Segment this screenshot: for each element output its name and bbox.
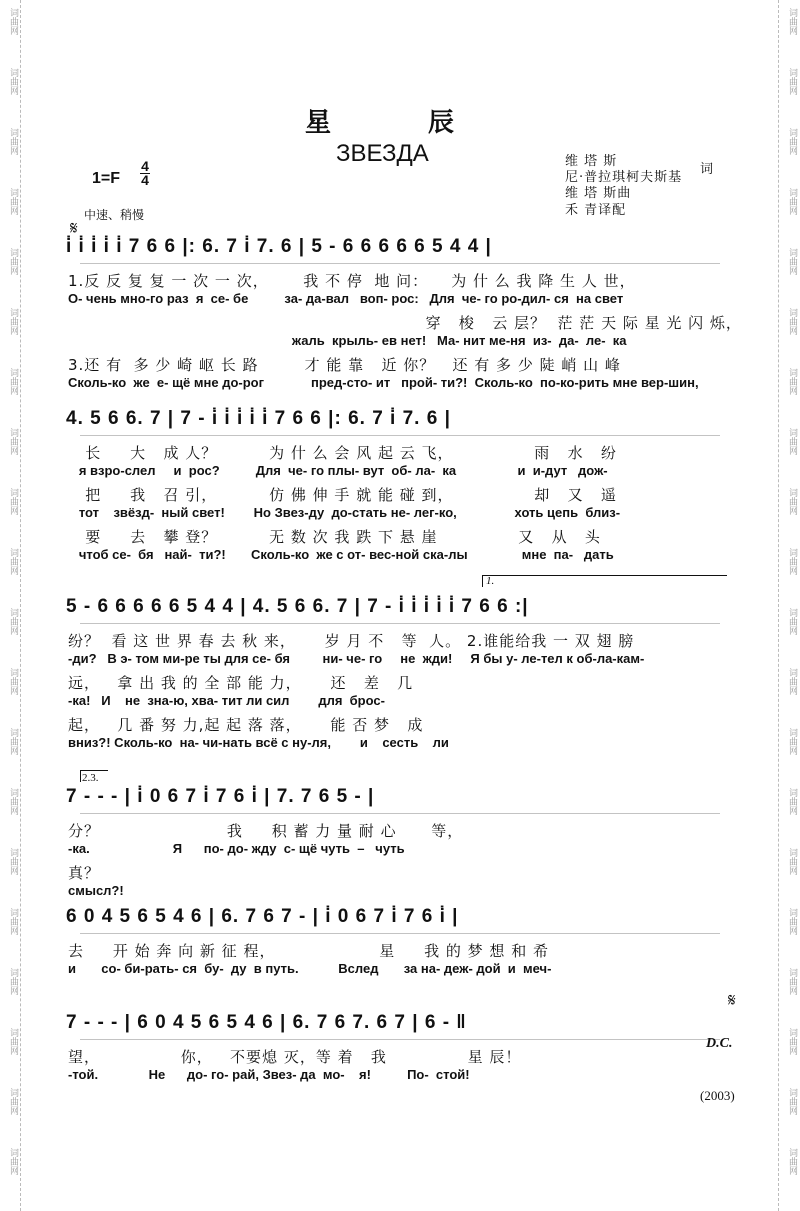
watermark-text: 词曲网	[787, 1088, 797, 1115]
right-watermark-strip	[778, 0, 799, 1211]
watermark-text: 词曲网	[787, 8, 797, 35]
watermark-text: 词曲网	[8, 548, 18, 575]
watermark-text: 词曲网	[8, 1088, 18, 1115]
segno-end: 𝄋	[728, 990, 736, 1011]
beam-line	[80, 623, 720, 624]
lyric-line-russian: Сколь-ко же е- щё мне до-рог пред-сто- ит прой- ти?! Сколь-ко по-ко-рить мне вер-шин,	[68, 375, 699, 390]
watermark-text: 词曲网	[787, 188, 797, 215]
beam-line	[80, 1039, 720, 1040]
volta-23-hook	[80, 770, 81, 782]
credit-translator: 禾 青译配	[565, 203, 627, 218]
lyric-line-chinese: 去 开 始 奔 向 新 征 程， 星 我 的 梦 想 和 希	[68, 942, 549, 960]
lyric-line-chinese: 分？ 我 积 蓄 力 量 耐 心 等，	[68, 822, 464, 840]
watermark-text: 词曲网	[8, 728, 18, 755]
credit-composer: 维 塔 斯曲	[565, 186, 632, 201]
watermark-text: 词曲网	[787, 308, 797, 335]
beam-line	[80, 813, 720, 814]
watermark-text: 词曲网	[787, 548, 797, 575]
watermark-text: 词曲网	[8, 188, 18, 215]
credit-lyrics-suffix: 词	[700, 162, 715, 177]
watermark-text: 词曲网	[787, 608, 797, 635]
credit-lyricist-1: 维 塔 斯	[565, 154, 618, 169]
lyric-line-russian: -той. Не до- го- рай, Звез- да мо- я! По- стой!	[68, 1067, 470, 1082]
song-subtitle: ЗВЕЗДА	[336, 140, 429, 167]
watermark-text: 词曲网	[787, 968, 797, 995]
watermark-text: 词曲网	[8, 908, 18, 935]
notation-line: 6 0 4 5 6 5 4 6 | 6. 7 6 7 - | i̇ 0 6 7 i̇ 7 6 i̇ |	[66, 906, 459, 927]
lyric-line-chinese: 把 我 召 引， 仿 佛 伸 手 就 能 碰 到， 却 又 遥	[68, 486, 617, 504]
lyric-line-russian: я взро-слел и рос? Для че- го плы- вут об- ла- ка и и-дут дож-	[68, 463, 608, 478]
song-title: 星 辰	[305, 108, 499, 138]
watermark-text: 词曲网	[787, 728, 797, 755]
volta-1-label: 1.	[486, 575, 495, 587]
credit-lyricist-2: 尼·普拉琪柯夫斯基	[565, 170, 683, 185]
watermark-text: 词曲网	[8, 1148, 18, 1175]
watermark-text: 词曲网	[787, 1028, 797, 1055]
year-note: (2003)	[700, 1088, 735, 1103]
notation-line: 5 - 6 6 6 6 6 5 4 4 | 4. 5 6 6. 7 | 7 - i̇ i̇ i̇ i̇ i̇ 7 6 6 :|	[66, 596, 529, 617]
volta-1-line	[482, 575, 727, 576]
watermark-text: 词曲网	[787, 248, 797, 275]
watermark-text: 词曲网	[787, 848, 797, 875]
lyric-line-russian: чтоб се- бя най- ти?! Сколь-ко же с от- вес-ной ска-лы мне па- дать	[68, 547, 614, 562]
watermark-text: 词曲网	[787, 1148, 797, 1175]
lyric-line-russian: -ка. Я по- до- жду с- щё чуть – чуть	[68, 841, 405, 856]
time-sig-top: 4	[141, 158, 149, 174]
lyric-line-russian: и со- би-рать- ся бу- ду в путь. Вслед за на- деж- дой и меч-	[68, 961, 552, 976]
lyric-line-chinese: 起， 几 番 努 力,起 起 落 落， 能 否 梦 成	[68, 716, 424, 734]
lyric-line-chinese: 长 大 成 人？ 为 什 么 会 风 起 云 飞， 雨 水 纷	[68, 444, 617, 462]
watermark-text: 词曲网	[787, 368, 797, 395]
watermark-text: 词曲网	[8, 1028, 18, 1055]
volta-23-line	[80, 770, 108, 771]
lyric-line-chinese: 纷？ 看 这 世 界 春 去 秋 来， 岁 月 不 等 人。 2.谁能给我 一 双 翅 膀	[68, 632, 635, 650]
watermark-text: 词曲网	[8, 248, 18, 275]
key-signature: 1=F	[92, 170, 121, 187]
beam-line	[80, 933, 720, 934]
volta-23-label: 2.3.	[82, 772, 99, 784]
watermark-text: 词曲网	[787, 428, 797, 455]
watermark-text: 词曲网	[787, 128, 797, 155]
watermark-text: 词曲网	[8, 368, 18, 395]
watermark-text: 词曲网	[8, 68, 18, 95]
lyric-line-chinese: 穿 梭 云 层？ 茫 茫 天 际 星 光 闪 烁，	[68, 314, 742, 332]
lyric-line-chinese: 远， 拿 出 我 的 全 部 能 力， 还 差 几	[68, 674, 414, 692]
beam-line	[80, 435, 720, 436]
lyric-line-chinese: 真？	[68, 864, 101, 882]
watermark-text: 词曲网	[787, 908, 797, 935]
lyric-line-russian: -ди? В э- том ми-ре ты для се- бя ни- че- го не жди! Я бы у- ле-тел к об-ла-кам-	[68, 651, 645, 666]
lyric-line-chinese: 望， 你， 不要熄 灭，等 着 我 星 辰！	[68, 1048, 522, 1066]
lyric-line-chinese: 1.反 反 复 复 一 次 一 次， 我 不 停 地 问： 为 什 么 我 降 生 人 世，	[68, 272, 636, 290]
notation-line: 7 - - - | 6 0 4 5 6 5 4 6 | 6. 7 6 7. 6 7 | 6 - ‖	[66, 1012, 467, 1033]
segno-start: 𝄋	[70, 218, 78, 239]
lyric-line-russian: жаль крыль- ев нет! Ма- нит ме-ня из- да- ле- ка	[68, 333, 627, 348]
lyric-line-russian: вниз?! Сколь-ко на- чи-нать всё с ну-ля, и сесть ли	[68, 735, 449, 750]
lyric-line-chinese: 3.还 有 多 少 崎 岖 长 路 才 能 靠 近 你？ 还 有 多 少 陡 峭 山 峰	[68, 356, 621, 374]
watermark-text: 词曲网	[8, 128, 18, 155]
da-capo-marking: D.C.	[706, 1036, 733, 1051]
watermark-text: 词曲网	[8, 848, 18, 875]
watermark-text: 词曲网	[787, 788, 797, 815]
notation-line: 4. 5 6 6. 7 | 7 - i̇ i̇ i̇ i̇ i̇ 7 6 6 |: 6. 7 i̇ 7. 6 |	[66, 408, 451, 429]
time-sig-bottom: 4	[141, 172, 149, 188]
watermark-text: 词曲网	[8, 788, 18, 815]
watermark-text: 词曲网	[8, 428, 18, 455]
volta-1-hook	[482, 575, 483, 587]
watermark-text: 词曲网	[787, 68, 797, 95]
watermark-text: 词曲网	[8, 608, 18, 635]
watermark-text: 词曲网	[8, 8, 18, 35]
tempo-marking: 中速、稍慢	[84, 208, 145, 222]
lyric-line-russian: смысл?!	[68, 883, 124, 898]
watermark-text: 词曲网	[787, 488, 797, 515]
lyric-line-russian: тот звёзд- ный свет! Но Звез-ду до-стать не- лег-ко, хоть цепь близ-	[68, 505, 621, 520]
watermark-text: 词曲网	[8, 668, 18, 695]
watermark-text: 词曲网	[787, 668, 797, 695]
watermark-text: 词曲网	[8, 308, 18, 335]
watermark-text: 词曲网	[8, 968, 18, 995]
time-signature	[140, 160, 150, 187]
lyric-line-russian: -ка! И не зна-ю, хва- тит ли сил для брос-	[68, 693, 385, 708]
lyric-line-chinese: 要 去 攀 登？ 无 数 次 我 跌 下 悬 崖 又 从 头	[68, 528, 601, 546]
lyric-line-russian: О- чень мно-го раз я се- бе за- да-вал воп- рос: Для че- го ро-дил- ся на свет	[68, 291, 624, 306]
notation-line: 7 - - - | i̇ 0 6 7 i̇ 7 6 i̇ | 7. 7 6 5 - |	[66, 786, 375, 807]
watermark-text: 词曲网	[8, 488, 18, 515]
beam-line	[80, 263, 720, 264]
notation-line: i̇ i̇ i̇ i̇ i̇ 7 6 6 |: 6. 7 i̇ 7. 6 | 5 - 6 6 6 6 6 5 4 4 |	[66, 236, 492, 257]
left-watermark-strip	[0, 0, 21, 1211]
